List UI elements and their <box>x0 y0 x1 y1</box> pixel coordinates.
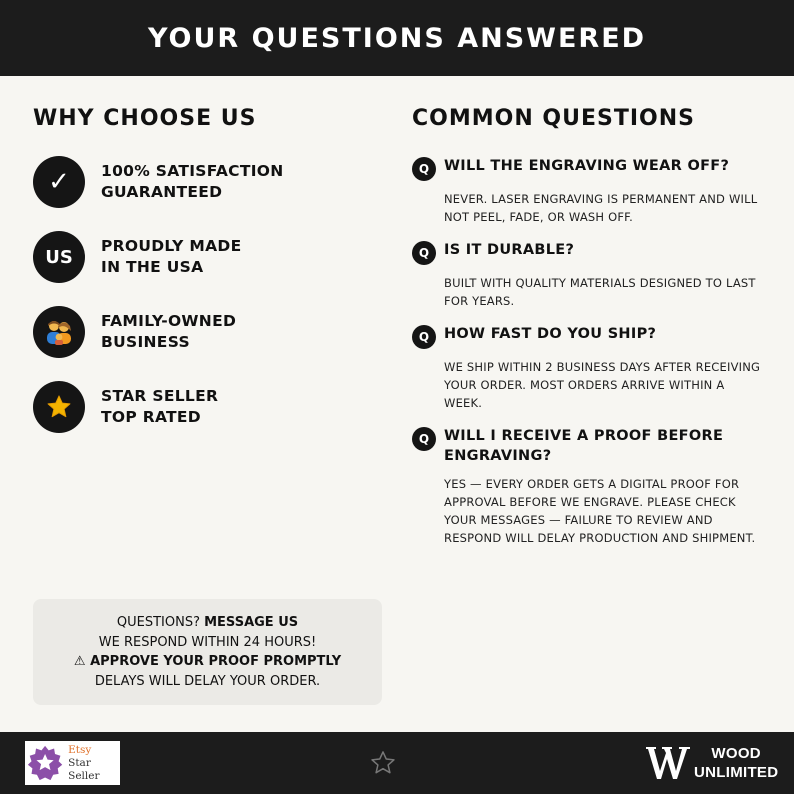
etsy-star-badge-icon <box>27 743 63 783</box>
feature-label: 100% SATISFACTION GUARANTEED <box>101 162 284 201</box>
faq-question: IS IT DURABLE? <box>444 242 575 258</box>
question-badge-icon: Q <box>412 241 436 265</box>
header-bar <box>0 0 794 76</box>
faq-answer: BUILT WITH QUALITY MATERIALS DESIGNED TO LAST FOR YEARS. <box>444 276 756 308</box>
contact-questions-prefix: QUESTIONS? <box>116 615 205 630</box>
faq-question: WILL THE ENGRAVING WEAR OFF? <box>444 158 730 174</box>
usa-icon: US <box>33 231 85 283</box>
wood-unlimited-logo <box>644 740 778 786</box>
common-questions-heading: COMMON QUESTIONS <box>412 106 695 131</box>
feature-satisfaction <box>33 156 373 208</box>
faq-question: WILL I RECEIVE A PROOF BEFORE ENGRAVING? <box>444 428 724 464</box>
star-outline-icon <box>369 749 397 777</box>
star-icon <box>33 381 85 433</box>
contact-line-warning: ⚠ APPROVE YOUR PROOF PROMPTLY <box>73 654 342 669</box>
faq-answer: NEVER. LASER ENGRAVING IS PERMANENT AND WILL NOT PEEL, FADE, OR WASH OFF. <box>444 192 758 224</box>
contact-line-questions <box>117 613 298 633</box>
feature-label: STAR SELLER TOP RATED <box>101 387 219 426</box>
message-us-text: MESSAGE US <box>204 615 299 630</box>
feature-label: PROUDLY MADE IN THE USA <box>101 237 242 276</box>
faq-item-durable <box>412 240 762 310</box>
page-title: YOUR QUESTIONS ANSWERED <box>147 22 647 54</box>
checkmark-icon: ✓ <box>33 156 85 208</box>
faq-answer: WE SHIP WITHIN 2 BUSINESS DAYS AFTER RECEIVING YOUR ORDER. MOST ORDERS ARRIVE WITHIN A WEEK. <box>444 360 761 410</box>
question-badge-icon: Q <box>412 427 436 451</box>
contact-line-delays: DELAYS WILL DELAY YOUR ORDER. <box>94 673 321 689</box>
question-badge-icon: Q <box>412 325 436 349</box>
question-badge-icon: Q <box>412 157 436 181</box>
logo-line-wood: WOOD <box>711 745 761 762</box>
feature-made-in-usa <box>33 231 373 283</box>
logo-line-unlimited: UNLIMITED <box>694 764 779 781</box>
contact-line-response: WE RESPOND WITHIN 24 HOURS! <box>98 634 317 650</box>
faq-item-engraving-wear <box>412 156 762 226</box>
faq-item-shipping <box>412 324 762 412</box>
etsy-sub-text: Star Seller <box>68 756 100 782</box>
feature-label: FAMILY-OWNED BUSINESS <box>101 312 237 351</box>
faq-answer: YES — EVERY ORDER GETS A DIGITAL PROOF FOR APPROVAL BEFORE WE ENGRAVE. PLEASE CHECK YOUR MESSAGES — FAILURE TO REVIEW AND RESPOND WILL DELAY PRODUCTION AND SHIPMENT. <box>444 477 756 545</box>
etsy-star-seller-badge <box>25 741 120 785</box>
faq-item-proof <box>412 426 762 547</box>
w-monogram-icon <box>644 743 692 783</box>
feature-star-seller <box>33 381 373 433</box>
family-icon <box>33 306 85 358</box>
feature-family-owned <box>33 306 373 358</box>
faq-question: HOW FAST DO YOU SHIP? <box>444 326 657 342</box>
why-choose-us-heading: WHY CHOOSE US <box>33 106 257 131</box>
etsy-brand-text: Etsy <box>68 743 92 756</box>
contact-notice-box <box>33 599 382 705</box>
